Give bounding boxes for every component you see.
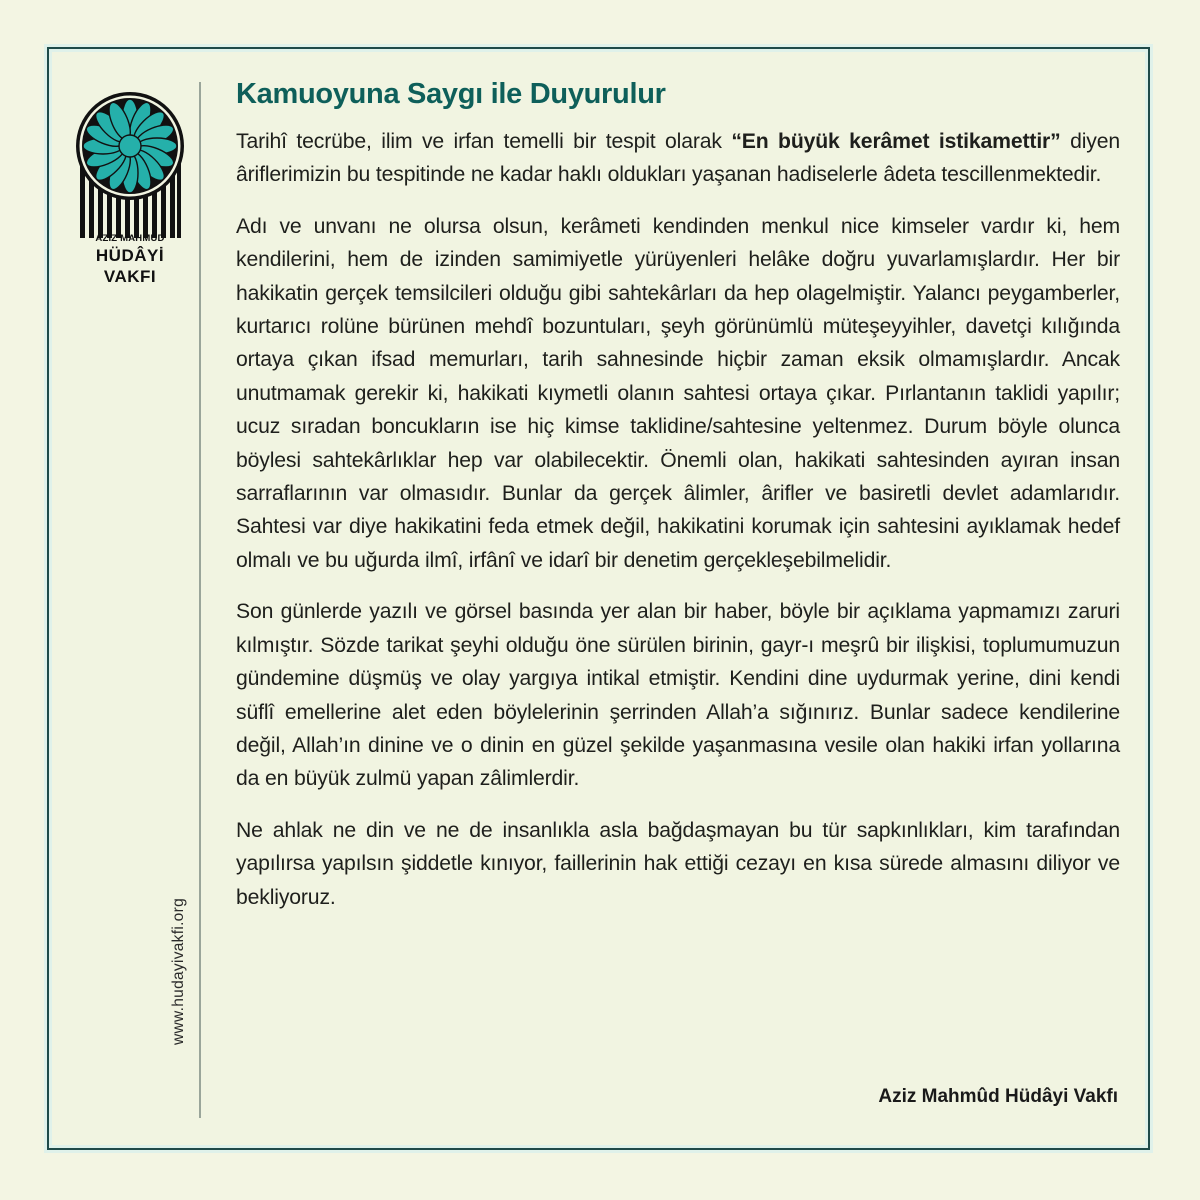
bold-quote: “En büyük kerâmet istikamettir” — [731, 130, 1061, 153]
paragraph-1-rest: diyen âriflerimizin bu tespitinde ne kadar haklı oldukları yaşanan hadiselerle âdeta tescillenmektedir. — [236, 130, 1120, 187]
logo-name-line1: HÜDÂYİ — [95, 246, 165, 265]
signature: Aziz Mahmûd Hüdâyi Vakfı — [878, 1086, 1118, 1107]
announcement-title: Kamuoyuna Saygı ile Duyurulur — [236, 78, 666, 110]
announcement-body — [236, 78, 1120, 932]
website-url: www.hudayivakfi.org — [170, 898, 187, 1045]
logo-name-line2: VAKFI — [103, 267, 157, 286]
vertical-divider — [199, 82, 201, 1118]
paragraph-1-lead: Tarihî tecrübe, ilim ve irfan temelli bir tespit olarak — [236, 130, 732, 153]
paragraph-3: Son günlerde yazılı ve görsel basında yer alan bir haber, böyle bir açıklama yapmamızı zaruri kılmıştır. Sözde tarikat şeyhi olduğu öne sürülen birinin, gayr-ı meşrû bir ilişkisi, toplumumuzun gündemine düşmüş ve olay yargıya intikal etmiştir. Kendini dine uydurmak yerine, dini kendi süflî emellerine alet eden böylelerinin şerrinden Allah’a sığınırız. Bunlar sadece kendilerine değil, Allah’ın dinine ve o dinin en güzel şekilde yaşanmasına vesile olan hakiki irfan yollarına da en büyük zulmü yapan zâlimlerdir. — [236, 600, 1120, 791]
paragraph-4: Ne ahlak ne din ve ne de insanlıkla asla bağdaşmayan bu tür sapkınlıkları, kim tarafından yapılırsa yapılsın şiddetle kınıyor, faillerinin hak ettiği cezayı en kısa sürede almasını diliyor ve bekliyoruz. — [236, 818, 1120, 909]
flower-arch-icon — [74, 88, 186, 238]
paragraph-2: Adı ve unvanı ne olursa olsun, kerâmeti kendinden menkul nice kimseler vardır ki, hem kendilerini, hem de izinden samimiyetle yürüyenleri helâke doğru yuvarlamışlardır. Her bir hakikatin gerçek temsilcileri olduğu gibi sahtekârları da hep olagelmiştir. Yalancı peygamberler, kurtarıcı rolüne bürünen mehdî bozuntuları, şeyh görünümlü müteşeyyihler, davetçi kılığında ortaya çıkan ifsad memurları, tarih sahnesinde hiçbir zaman eksik olmamışlardır. Ancak unutmamak gerekir ki, hakikati kıymetli olanın sahtesi ortaya çıkar. Pırlantanın taklidi yapılır; ucuz sıradan boncukların ise hiç kimse taklidine/sahtesine yeltenmez. Durum böyle olunca böylesi sahtekârlıklar hep var olabilecektir. Önemli olan, hakikati sahtesinden ayıran insan sarraflarının var olmasıdır. Bunlar da gerçek âlimler, ârifler ve basiretli devlet adamlarıdır. Sahtesi var diye hakikatini feda etmek değil, hakikatini korumak için sahtesini ayıklamak hedef olmalı ve bu uğurda ilmî, irfânî ve idarî bir denetim gerçekleşebilmelidir. — [236, 214, 1120, 572]
paragraph-1 — [236, 125, 1120, 192]
logo-subtitle: AZİZ MAHMÛD — [95, 233, 165, 244]
